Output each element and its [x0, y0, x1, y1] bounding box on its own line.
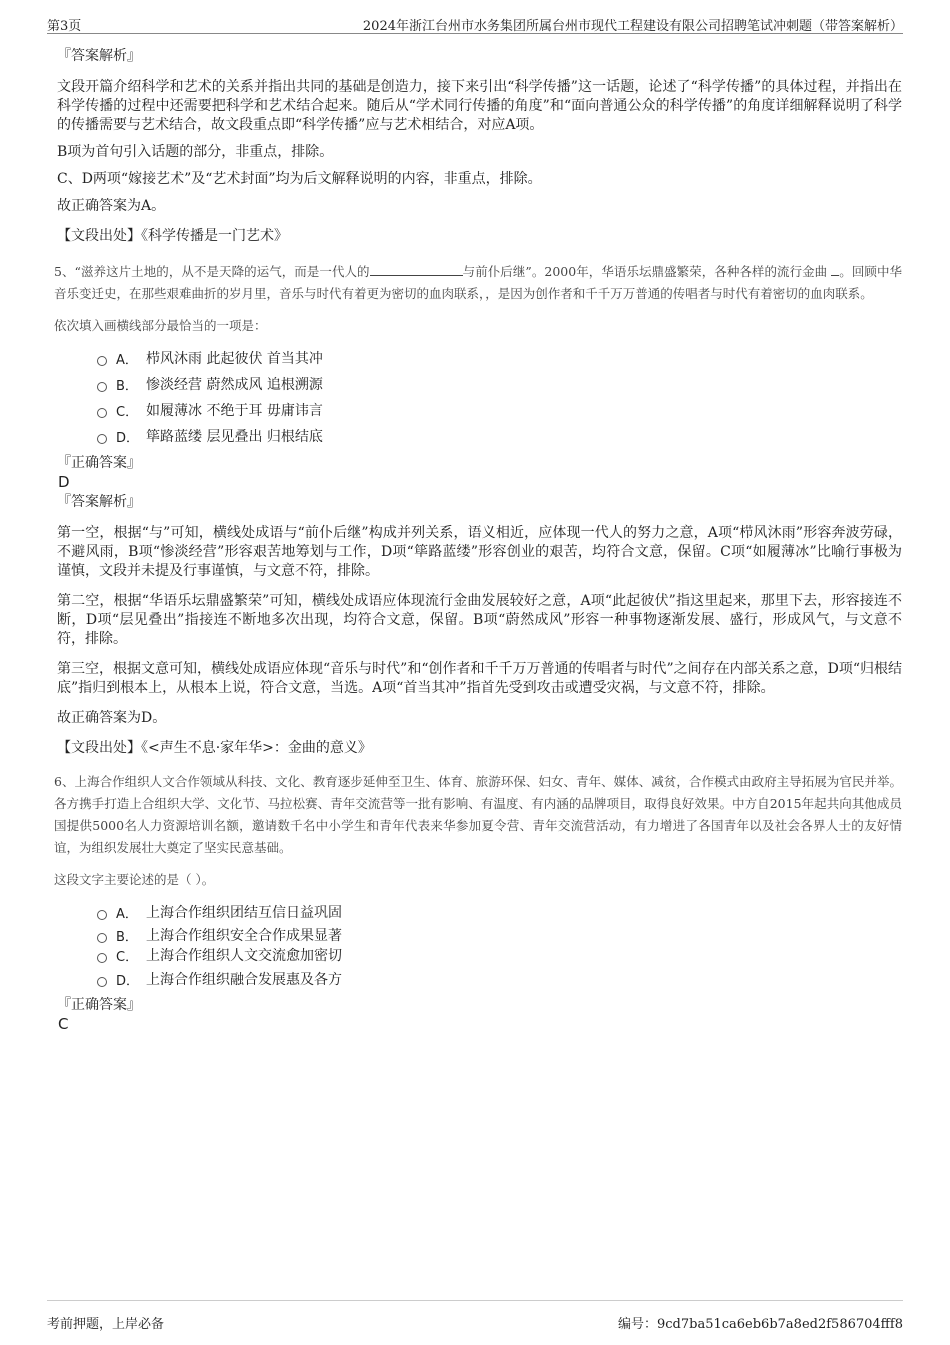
page-header	[47, 14, 903, 34]
page-footer	[47, 1300, 903, 1332]
q5-correct-label: 『正确答案』	[57, 455, 141, 471]
q5-analysis-para-1: 第一空，根据“与”可知，横线处成语与“前仆后继”构成并列关系，语义相近，应体现一代人的努力之意，A项“栉风沐雨”形容奔波劳碌，不避风雨，B项“惨淡经营”形容艰苦地筹划与工作，D项“筚路蓝缕”形容创业的艰苦，均符合文意，保留。C项“如履薄冰”比喻行事极为谨慎，文段并未提及行事谨慎，与文意不符，排除。	[57, 525, 902, 579]
footer-doc-id: 编号：9cd7ba51ca6eb6b7a8ed2f586704fff8	[617, 1317, 903, 1332]
q5-stem: 5、“滋养这片土地的，从不是天降的运气，而是一代人的 与前仆后继”。2000年，华语乐坛鼎盛繁荣，各种各样的流行金曲 。回顾中华音乐变迁史，在那些艰难曲折的岁月里，音乐与时代有着更为密切的血肉联系，，是因为创作者和千千万万普通的传唱者与时代有着密切的血肉联系。	[54, 264, 902, 301]
q6-options	[97, 899, 902, 993]
radio-icon[interactable]	[97, 977, 107, 987]
q5-option-a[interactable]: A． 栉风沐雨 此起彼伏 首当其冲	[97, 345, 902, 371]
q5-source: 【文段出处】《<声生不息·家年华>：金曲的意义》	[57, 740, 372, 756]
page-number: 第3页	[47, 19, 82, 34]
q4-analysis-para-2: B项为首句引入话题的部分，非重点，排除。	[57, 144, 334, 160]
q4-analysis-label: 『答案解析』	[57, 48, 141, 64]
radio-icon[interactable]	[97, 356, 107, 366]
document-title: 2024年浙江台州市水务集团所属台州市现代工程建设有限公司招聘笔试冲刺题（带答案解析）	[362, 19, 903, 34]
radio-icon[interactable]	[97, 382, 107, 392]
q4-source: 【文段出处】《科学传播是一门艺术》	[57, 228, 288, 244]
q6-option-a[interactable]: A． 上海合作组织团结互信日益巩固	[97, 899, 902, 925]
q5-analysis-para-4: 故正确答案为D。	[57, 710, 167, 726]
q5-option-b[interactable]: B． 惨淡经营 蔚然成风 追根溯源	[97, 371, 902, 397]
q6-correct-answer: C	[58, 1015, 69, 1033]
radio-icon[interactable]	[97, 434, 107, 444]
q4-analysis-para-1: 文段开篇介绍科学和艺术的关系并指出共同的基础是创造力，接下来引出“科学传播”这一话题，论述了“科学传播”的具体过程，并指出在科学传播的过程中还需要把科学和艺术结合起来。随后从“学术同行传播的角度”和“面向普通公众的科学传播”的角度详细解释说明了科学的传播需要与艺术结合，故文段重点即“科学传播”应与艺术相结合，对应A项。	[57, 79, 902, 133]
q6-option-d[interactable]: D． 上海合作组织融合发展惠及各方	[97, 965, 902, 993]
q5-analysis-label: 『答案解析』	[57, 494, 141, 510]
footer-slogan: 考前押题，上岸必备	[47, 1317, 165, 1332]
q5-blank-1	[370, 263, 463, 276]
q5-analysis-para-3: 第三空，根据文意可知，横线处成语应体现“音乐与时代”和“创作者和千千万万普通的传唱者与时代”之间存在内部关系之意，D项“归根结底”指归到根本上，从根本上说，符合文意，当选。A项“首当其冲”指首先受到攻击或遭受灾祸，与文意不符，排除。	[57, 661, 903, 696]
q6-prompt: 这段文字主要论述的是（ ）。	[54, 872, 215, 887]
q5-option-d[interactable]: D． 筚路蓝缕 层见叠出 归根结底	[97, 423, 902, 449]
q5-correct-answer: D	[58, 473, 70, 491]
q5-prompt: 依次填入画横线部分最恰当的一项是：	[54, 318, 267, 333]
q6-stem: 6、上海合作组织人文合作领域从科技、文化、教育逐步延伸至卫生、体育、旅游环保、妇女、青年、媒体、减贫，合作模式由政府主导拓展为官民并举。各方携手打造上合组织大学、文化节、马拉松赛、青年交流营等一批有影响、有温度、有内涵的品牌项目，取得良好效果。中方自2015年起共向其他成员国提供5000名人力资源培训名额，邀请数千名中小学生和青年代表来华参加夏令营、青年交流营活动，有力增进了各国青年以及社会各界人士的友好情谊，为组织发展壮大奠定了坚实民意基础。	[54, 774, 902, 855]
radio-icon[interactable]	[97, 953, 107, 963]
q5-options	[97, 345, 902, 449]
radio-icon[interactable]	[97, 408, 107, 418]
q6-correct-label: 『正确答案』	[57, 997, 141, 1013]
q5-analysis-para-2: 第二空，根据“华语乐坛鼎盛繁荣”可知，横线处成语应体现流行金曲发展较好之意，A项“此起彼伏”指这里起来，那里下去，形容接连不断，D项“层见叠出”指接连不断地多次出现，均符合文意，保留。B项“蔚然成风”形容一种事物逐渐发展、盛行，形成风气，与文意不符，排除。	[57, 593, 902, 647]
radio-icon[interactable]	[97, 933, 107, 943]
radio-icon[interactable]	[97, 910, 107, 920]
q4-analysis-para-4: 故正确答案为A。	[57, 198, 166, 214]
q6-option-b[interactable]: B． 上海合作组织安全合作成果显著	[97, 925, 902, 945]
q4-analysis-para-3: C、D两项“嫁接艺术”及“艺术封面”均为后文解释说明的内容，非重点，排除。	[57, 171, 542, 187]
page-content	[54, 46, 903, 1033]
q5-option-c[interactable]: C． 如履薄冰 不绝于耳 毋庸讳言	[97, 397, 902, 423]
q6-option-c[interactable]: C． 上海合作组织人文交流愈加密切	[97, 945, 902, 965]
